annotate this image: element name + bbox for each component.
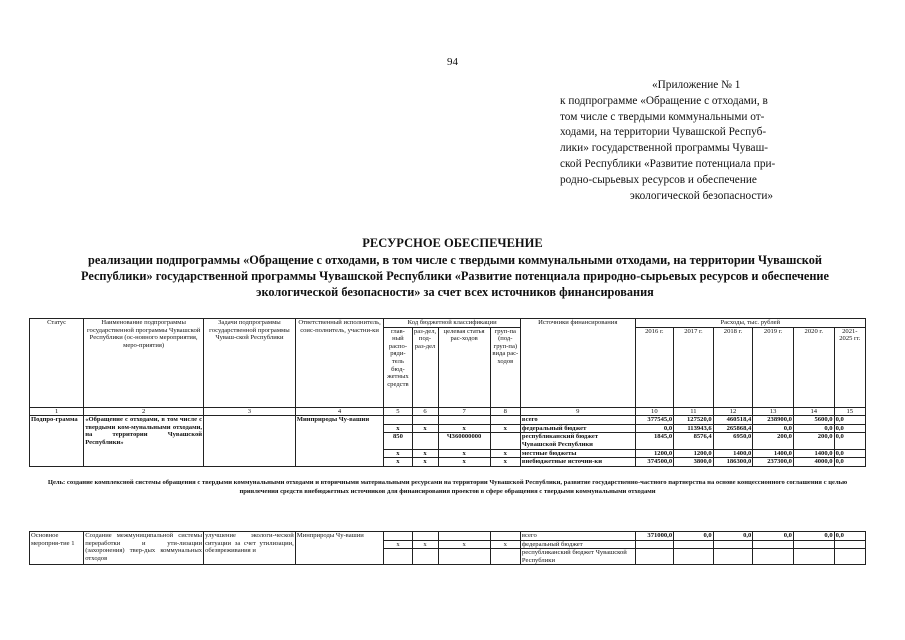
cell-code-group: х (490, 540, 520, 549)
cell-value: 1845,0 (635, 433, 674, 449)
header-code-main: глав-ный распо-ряди-тель бюд-жетных средств (384, 327, 412, 407)
row-status: Основное меропрня-тие 1 (30, 532, 84, 565)
cell-value: 200,0 (753, 433, 794, 449)
cell-code-target: х (438, 540, 490, 549)
cell-code-target: Ч360000000 (438, 433, 490, 449)
cell-code-section (412, 549, 438, 565)
cell-code-group (490, 532, 520, 541)
cell-value: 8576,4 (674, 433, 714, 449)
spacer-cell (30, 466, 866, 476)
header-executor: Ответственный исполнитель, соис-полнитель, участни-ки (295, 319, 384, 408)
header-year: 2019 г. (753, 327, 794, 407)
cell-value: 6950,0 (713, 433, 753, 449)
cell-value (793, 540, 834, 549)
cell-value: 377545,0 (635, 416, 674, 425)
cell-value: 0,0 (834, 458, 865, 467)
cell-value (713, 540, 753, 549)
cell-source: всего (520, 416, 635, 425)
column-number: 3 (204, 407, 296, 416)
cell-value (635, 540, 674, 549)
appendix-line: родно-сырьевых ресурсов и обеспечение (560, 173, 757, 186)
appendix-line: «Приложение № 1 (652, 79, 741, 91)
cell-code-group: х (490, 449, 520, 458)
cell-value (834, 549, 865, 565)
cell-value: 1200,0 (674, 449, 714, 458)
cell-value (674, 549, 714, 565)
column-number: 10 (635, 407, 674, 416)
cell-source: федеральный бюджет (520, 424, 635, 433)
cell-code-group (490, 416, 520, 425)
column-number: 2 (84, 407, 204, 416)
column-number: 1 (30, 407, 84, 416)
cell-code-main (384, 549, 412, 565)
cell-code-target: х (438, 458, 490, 467)
cell-value: 1400,0 (713, 449, 753, 458)
row-tasks (204, 416, 296, 467)
cell-value: 200,0 (793, 433, 834, 449)
cell-value: 1400,0 (793, 449, 834, 458)
cell-code-group (490, 549, 520, 565)
cell-code-section: х (412, 424, 438, 433)
column-number: 7 (438, 407, 490, 416)
cell-value: 0,0 (834, 424, 865, 433)
header-year: 2021-2025 гг. (834, 327, 865, 407)
cell-code-section (412, 416, 438, 425)
cell-value: 460518,4 (713, 416, 753, 425)
appendix-line: том числе с твердыми коммунальными от- (560, 110, 765, 123)
cell-value (753, 549, 794, 565)
cell-code-section (412, 532, 438, 541)
header-year: 2018 г. (713, 327, 753, 407)
column-number: 9 (520, 407, 635, 416)
column-numbers-row (30, 407, 866, 416)
cell-value: 0,0 (834, 532, 865, 541)
cell-value (834, 540, 865, 549)
cell-value (793, 549, 834, 565)
cell-source: республиканский бюджет Чувашской Республики (520, 433, 635, 449)
header-code-group: груп-па (под-груп-па) вида рас-ходов (490, 327, 520, 407)
cell-value: 0,0 (753, 424, 794, 433)
cell-source: местные бюджеты (520, 449, 635, 458)
cell-code-main: х (384, 458, 412, 467)
row-executor: Минприроды Чу-вашии (295, 532, 384, 565)
cell-value: 0,0 (793, 424, 834, 433)
goal-row (30, 476, 866, 499)
cell-value: 237300,0 (753, 458, 794, 467)
cell-value: 0,0 (753, 532, 794, 541)
cell-code-target (438, 416, 490, 425)
appendix-line: экологической безопасности» (629, 189, 774, 202)
header-year: 2020 г. (793, 327, 834, 407)
cell-value (674, 540, 714, 549)
column-number: 6 (412, 407, 438, 416)
cell-code-target (438, 549, 490, 565)
cell-value (713, 549, 753, 565)
cell-value: 0,0 (635, 424, 674, 433)
cell-value: 4000,0 (793, 458, 834, 467)
row-status: Подпро-грамма (30, 416, 84, 467)
header-code-target: целевая статья рас-ходов (438, 327, 490, 407)
row-tasks: улучшение экологи-ческой ситуации за счет утилизации, обезвреживания и (204, 532, 296, 565)
header-code-section: раз-дел, под-раз-дел (412, 327, 438, 407)
cell-code-section: х (412, 458, 438, 467)
document-title: РЕСУРСНОЕ ОБЕСПЕЧЕНИЕ (362, 236, 543, 250)
cell-value: 186300,0 (713, 458, 753, 467)
header-year: 2017 г. (674, 327, 714, 407)
cell-source: федеральный бюджет (520, 540, 635, 549)
header-tasks: Задачи подпрограммы государственной программы Чуваш-ской Республики (204, 319, 296, 408)
cell-code-main: 850 (384, 433, 412, 449)
table-row (30, 532, 866, 541)
cell-code-section (412, 433, 438, 449)
cell-value: 0,0 (674, 532, 714, 541)
header-expenses: Расходы, тыс. рублей (635, 319, 865, 328)
resource-table (29, 318, 866, 499)
cell-value: 3800,0 (674, 458, 714, 467)
header-status: Статус (30, 319, 84, 408)
goal-text: Цель: создание комплексной системы обращения с твердыми коммунальными отходами и вторичными материальными ресурсами на территории Чувашской Республики, развитие государственно-частного партнерства на основе концессионного соглашения с целью привлечения средств внебюджетных источников для финансирования проектов в сфере обращения с твердыми коммунальными отходами (47, 479, 848, 495)
cell-value: 5600,0 (793, 416, 834, 425)
column-number: 15 (834, 407, 865, 416)
cell-code-main: х (384, 424, 412, 433)
spacer-row (30, 466, 866, 476)
column-number: 12 (713, 407, 753, 416)
cell-value: 113943,6 (674, 424, 714, 433)
cell-value: 1200,0 (635, 449, 674, 458)
cell-value: 238900,0 (753, 416, 794, 425)
cell-value: 0,0 (713, 532, 753, 541)
cell-value: 0,0 (834, 433, 865, 449)
appendix-line: ской Республики «Развитие потенциала при- (560, 157, 776, 170)
cell-source: всего (520, 532, 635, 541)
cell-value: 0,0 (834, 449, 865, 458)
column-number: 14 (793, 407, 834, 416)
column-number: 13 (753, 407, 794, 416)
cell-value: 127520,0 (674, 416, 714, 425)
cell-value: 0,0 (834, 416, 865, 425)
column-number: 8 (490, 407, 520, 416)
cell-code-main (384, 416, 412, 425)
header-year: 2016 г. (635, 327, 674, 407)
cell-code-target (438, 532, 490, 541)
cell-value (635, 549, 674, 565)
column-number: 5 (384, 407, 412, 416)
header-sources: Источники финансирования (520, 319, 635, 408)
appendix-line: к подпрограмме «Обращение с отходами, в (560, 94, 768, 107)
header-name: Наименование подпрограммы государственной программы Чувашской Республики (ос-новного мероприятия, меро-приятия) (84, 319, 204, 408)
cell-source: республиканский бюджет Чувашской Республики (520, 549, 635, 565)
column-number: 11 (674, 407, 714, 416)
cell-code-section: х (412, 449, 438, 458)
cell-code-section: х (412, 540, 438, 549)
page-number: 94 (447, 56, 458, 68)
cell-code-target: х (438, 449, 490, 458)
cell-value: 374500,0 (635, 458, 674, 467)
row-name: Создание межмуниципальной системы переработки и ути-лизации (захоронения) твер-дых коммунальных отходов (84, 532, 204, 565)
row-name: «Обращение с отходами, в том числе с твердыми ком-мунальными отходами, на территории Чувашской Республики» (84, 416, 204, 467)
cell-code-main: х (384, 540, 412, 549)
cell-code-main: х (384, 449, 412, 458)
cell-value: 1400,0 (753, 449, 794, 458)
cell-code-target: х (438, 424, 490, 433)
cell-code-main (384, 532, 412, 541)
appendix-line: лики» государственной программы Чуваш- (560, 142, 769, 155)
header-row (30, 319, 866, 328)
header-budget-code: Код бюджетной классификации (384, 319, 521, 328)
column-number: 4 (295, 407, 384, 416)
row-executor: Минприроды Чу-вашии (295, 416, 384, 467)
cell-value: 265868,4 (713, 424, 753, 433)
resource-table-continued (29, 531, 866, 565)
cell-code-group: х (490, 458, 520, 467)
cell-value: 0,0 (793, 532, 834, 541)
cell-value (753, 540, 794, 549)
cell-code-group: х (490, 424, 520, 433)
cell-code-group (490, 433, 520, 449)
cell-source: внебюджетные источни-ки (520, 458, 635, 467)
appendix-line: ходами, на территории Чувашской Респуб- (560, 126, 767, 139)
cell-value: 371000,0 (635, 532, 674, 541)
appendix-note (560, 78, 843, 204)
document-subtitle: реализации подпрограммы «Обращение с отходами, в том числе с твердыми коммунальными отходами, на территории Чувашской Республики» государственной программы Чувашской Республики «Развитие потенциала природно-сырьевых ресурсов и обеспечение экологической безопасности» за счет всех источников финансирования (81, 253, 829, 299)
table-row (30, 416, 866, 425)
